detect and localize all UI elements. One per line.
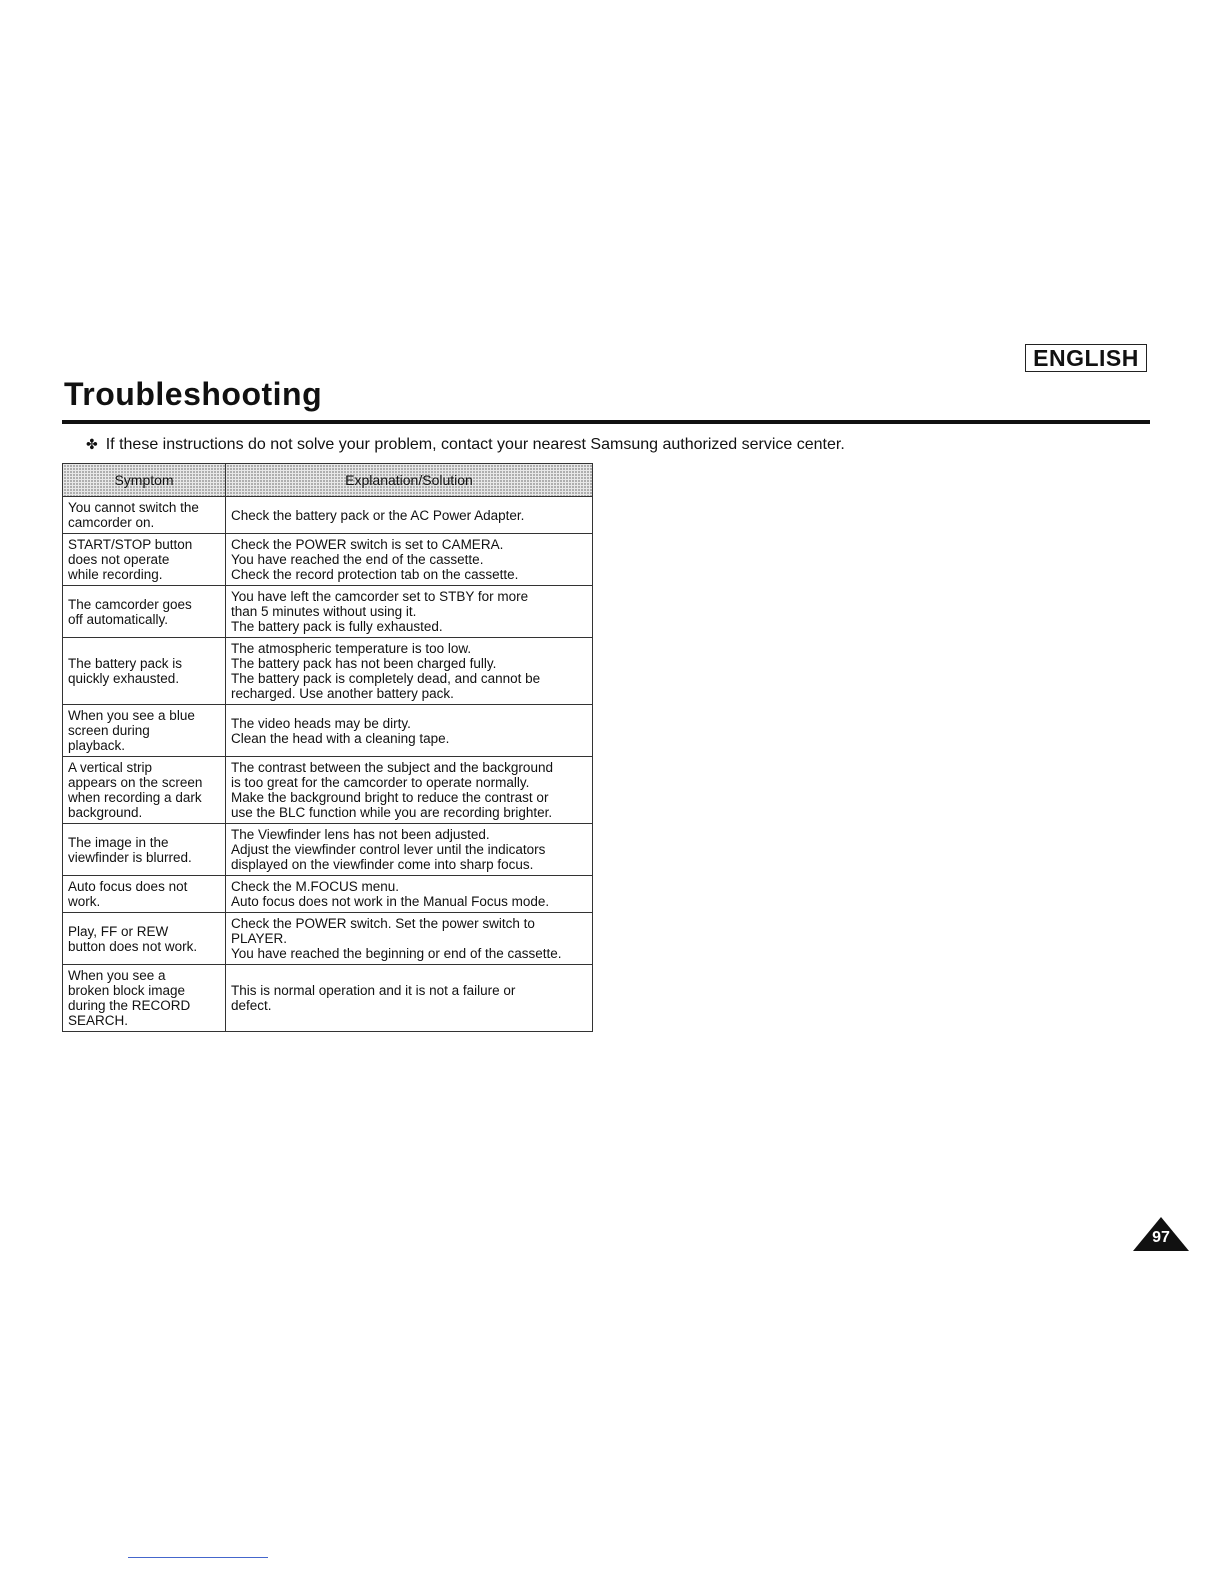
solution-line: Clean the head with a cleaning tape. [231,730,450,746]
solution-line: Make the background bright to reduce the contrast or [231,790,549,805]
symptom-line: work. [68,894,101,909]
solution-line: The battery pack is fully exhausted. [231,619,443,634]
symptom-cell [63,965,226,1032]
bullet-icon: ✤ [86,436,98,452]
symptom-line: appears on the screen [68,775,203,790]
symptom-line: Auto focus does not [68,879,188,894]
solution-line: The contrast between the subject and the background [231,760,553,775]
solution-line: recharged. Use another battery pack. [231,686,454,701]
language-badge: ENGLISH [1025,344,1147,372]
symptom-line: background. [68,805,143,820]
symptom-cell [63,913,226,965]
troubleshooting-table [62,463,593,1032]
symptom-cell [63,497,226,534]
solution-cell [226,705,593,757]
solution-line: Auto focus does not work in the Manual Focus mode. [231,894,550,909]
symptom-line: The image in the [68,834,169,850]
symptom-line: START/STOP button [68,537,193,552]
symptom-line: during the RECORD [68,998,191,1013]
symptom-line: viewfinder is blurred. [68,849,192,865]
title-rule [62,420,1150,424]
table-row [63,586,593,638]
solution-cell [226,586,593,638]
solution-line: Adjust the viewfinder control lever until the indicators [231,842,546,857]
solution-cell [226,638,593,705]
solution-line: is too great for the camcorder to operate normally. [231,775,530,790]
solution-line: You have reached the beginning or end of the cassette. [231,946,562,961]
symptom-cell [63,824,226,876]
solution-cell [226,497,593,534]
solution-line: Check the POWER switch is set to CAMERA. [231,537,504,552]
symptom-line: You cannot switch the [68,500,199,515]
symptom-line: The camcorder goes [68,596,192,612]
symptom-line: When you see a [68,968,166,983]
solution-line: The video heads may be dirty. [231,715,411,731]
table-body [63,497,593,1032]
solution-line: You have left the camcorder set to STBY for more [231,589,529,604]
footer-rule [128,1557,268,1558]
page-number: 97 [1152,1229,1170,1246]
table-row [63,965,593,1032]
symptom-line: Play, FF or REW [68,923,169,939]
table-row [63,913,593,965]
symptom-line: playback. [68,738,126,753]
table-row [63,876,593,913]
symptom-line: camcorder on. [68,515,155,530]
symptom-cell [63,757,226,824]
solution-line: The atmospheric temperature is too low. [231,641,472,656]
symptom-line: A vertical strip [68,760,153,775]
symptom-line: when recording a dark [68,790,202,805]
solution-cell [226,965,593,1032]
symptom-line: screen during [68,723,150,738]
solution-header: Explanation/Solution [226,464,593,497]
table-row [63,534,593,586]
symptom-cell [63,705,226,757]
table-row [63,824,593,876]
symptom-cell [63,586,226,638]
solution-line: Check the record protection tab on the cassette. [231,567,519,582]
symptom-cell [63,534,226,586]
symptom-line: quickly exhausted. [68,671,180,686]
symptom-line: The battery pack is [68,656,183,671]
symptom-line: broken block image [68,983,186,998]
solution-line: Check the M.FOCUS menu. [231,879,400,894]
table-row [63,705,593,757]
solution-line: The Viewfinder lens has not been adjusted. [231,827,490,842]
solution-line: defect. [231,998,272,1013]
solution-line: You have reached the end of the cassette. [231,552,484,567]
solution-cell [226,913,593,965]
solution-cell [226,876,593,913]
solution-line: Check the battery pack or the AC Power Adapter. [231,507,525,523]
symptom-header: Symptom [63,464,226,497]
symptom-line: When you see a blue [68,708,195,723]
table-header-row [63,464,593,497]
solution-line: displayed on the viewfinder come into sharp focus. [231,857,534,872]
solution-line: The battery pack has not been charged fully. [231,656,497,671]
symptom-line: while recording. [68,567,163,582]
solution-cell [226,534,593,586]
symptom-line: does not operate [68,552,170,567]
solution-cell [226,824,593,876]
symptom-line: SEARCH. [68,1013,129,1028]
symptom-cell [63,876,226,913]
symptom-line: off automatically. [68,611,169,627]
solution-line: use the BLC function while you are recording brighter. [231,805,553,820]
solution-line: The battery pack is completely dead, and cannot be [231,671,541,686]
intro-note [86,434,845,455]
table-row [63,638,593,705]
symptom-cell [63,638,226,705]
table-row [63,497,593,534]
solution-line: than 5 minutes without using it. [231,604,417,619]
page-number-badge [1133,1217,1189,1251]
solution-line: Check the POWER switch. Set the power switch to PLAYER. [231,916,535,946]
symptom-line: button does not work. [68,938,198,954]
page-title: Troubleshooting [64,376,323,412]
intro-text: If these instructions do not solve your problem, contact your nearest Samsung authorized service center. [105,436,845,453]
table-row [63,757,593,824]
solution-line: This is normal operation and it is not a failure or [231,983,516,998]
solution-cell [226,757,593,824]
